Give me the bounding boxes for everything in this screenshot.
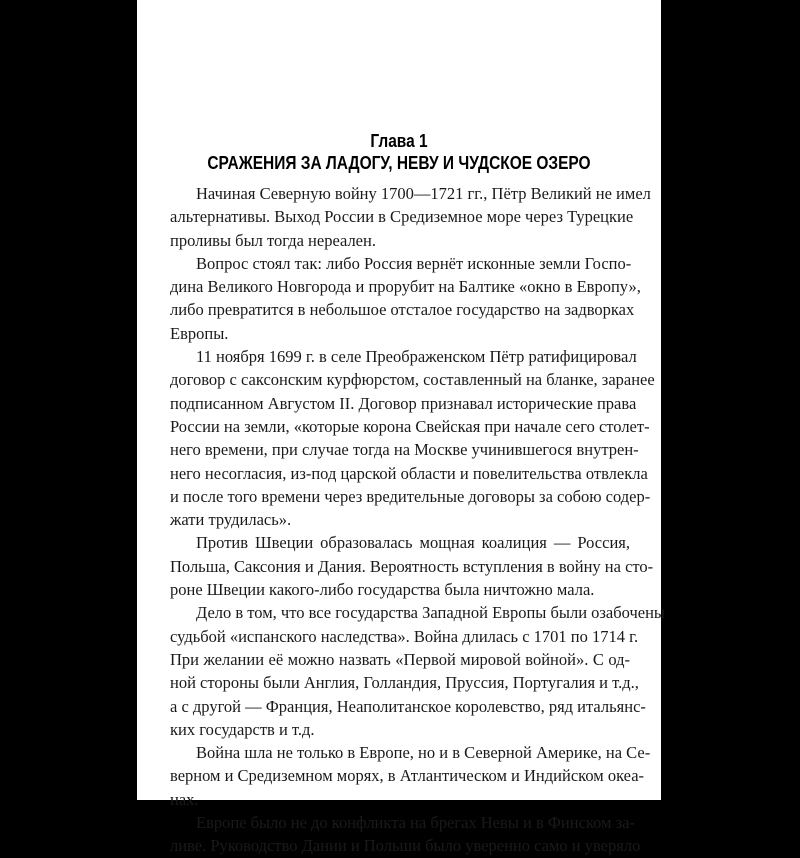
- text-line: При желании её можно назвать «Первой мировой войной». С од-: [170, 649, 630, 669]
- text-line: России на земли, «которые корона Свейская при начале сего столет-: [170, 416, 650, 436]
- text-line: ких государств и т.д.: [170, 719, 315, 739]
- text-line: Европы.: [170, 323, 229, 343]
- text-line: Начиная Северную войну 1700—1721 гг., Пётр Великий не имел: [196, 184, 651, 203]
- book-page: [137, 0, 666, 856]
- text-line: либо превратится в небольшое отсталое государство на задворках: [170, 300, 635, 320]
- text-line: Война шла не только в Европе, но и в Северной Америке, на Се-: [196, 743, 651, 763]
- text-line: и после того времени через вредительные договоры за собою содер-: [170, 486, 651, 506]
- text-line: подписанном Августом II. Договор признавал исторические права: [170, 393, 637, 413]
- text-line: альтернативы. Выход России в Средиземное море через Турецкие: [170, 207, 634, 227]
- text-line: Европе было не до конфликта на брегах Невы и в Финском за-: [196, 813, 635, 833]
- text-line: Против Швеции образовалась мощная коалиция — Россия,: [196, 533, 630, 553]
- body-text: [170, 182, 666, 858]
- text-line: Дело в том, что все государства Западной Европы были озабочены: [196, 603, 666, 623]
- text-line: жати трудилась».: [170, 510, 292, 530]
- text-line: него несогласия, из-под царской области и повелительства отвлекла: [170, 463, 648, 483]
- text-line: верном и Средиземном морях, в Атлантическом и Индийском океа-: [170, 766, 645, 786]
- text-line: судьбой «испанского наследства». Война длилась с 1701 по 1714 г.: [170, 626, 639, 646]
- text-line: ливе. Руководство Дании и Польши было уверенно само и уверяло: [170, 836, 641, 856]
- text-line: роне Швеции какого-либо государства была ничтожно мала.: [170, 580, 595, 600]
- text-line: дина Великого Новгорода и прорубит на Балтике «окно в Европу»,: [170, 277, 641, 297]
- text-line: а с другой — Франция, Неаполитанское королевство, ряд итальянс-: [170, 696, 646, 716]
- text-line: Польша, Саксония и Дания. Вероятность вступления в войну на сто-: [170, 556, 654, 576]
- text-line: ной стороны были Англия, Голландия, Пруссия, Португалия и т.д.,: [170, 673, 639, 693]
- text-line: Вопрос стоял так: либо Россия вернёт исконные земли Госпо-: [196, 253, 632, 273]
- text-line: 11 ноября 1699 г. в селе Преображенском Пётр ратифицировал: [196, 347, 637, 367]
- text-line: него времени, при случае тогда на Москве учинившегося внутрен-: [170, 440, 639, 460]
- text-line: проливы был тогда нереален.: [170, 230, 376, 250]
- text-line: нах.: [170, 789, 199, 809]
- text-line: договор с саксонским курфюрстом, составленный на бланке, заранее: [170, 370, 655, 390]
- chapter-title: СРАЖЕНИЯ ЗА ЛАДОГУ, НЕВУ И ЧУДСКОЕ ОЗЕРО: [207, 153, 591, 173]
- chapter-number: Глава 1: [370, 131, 428, 151]
